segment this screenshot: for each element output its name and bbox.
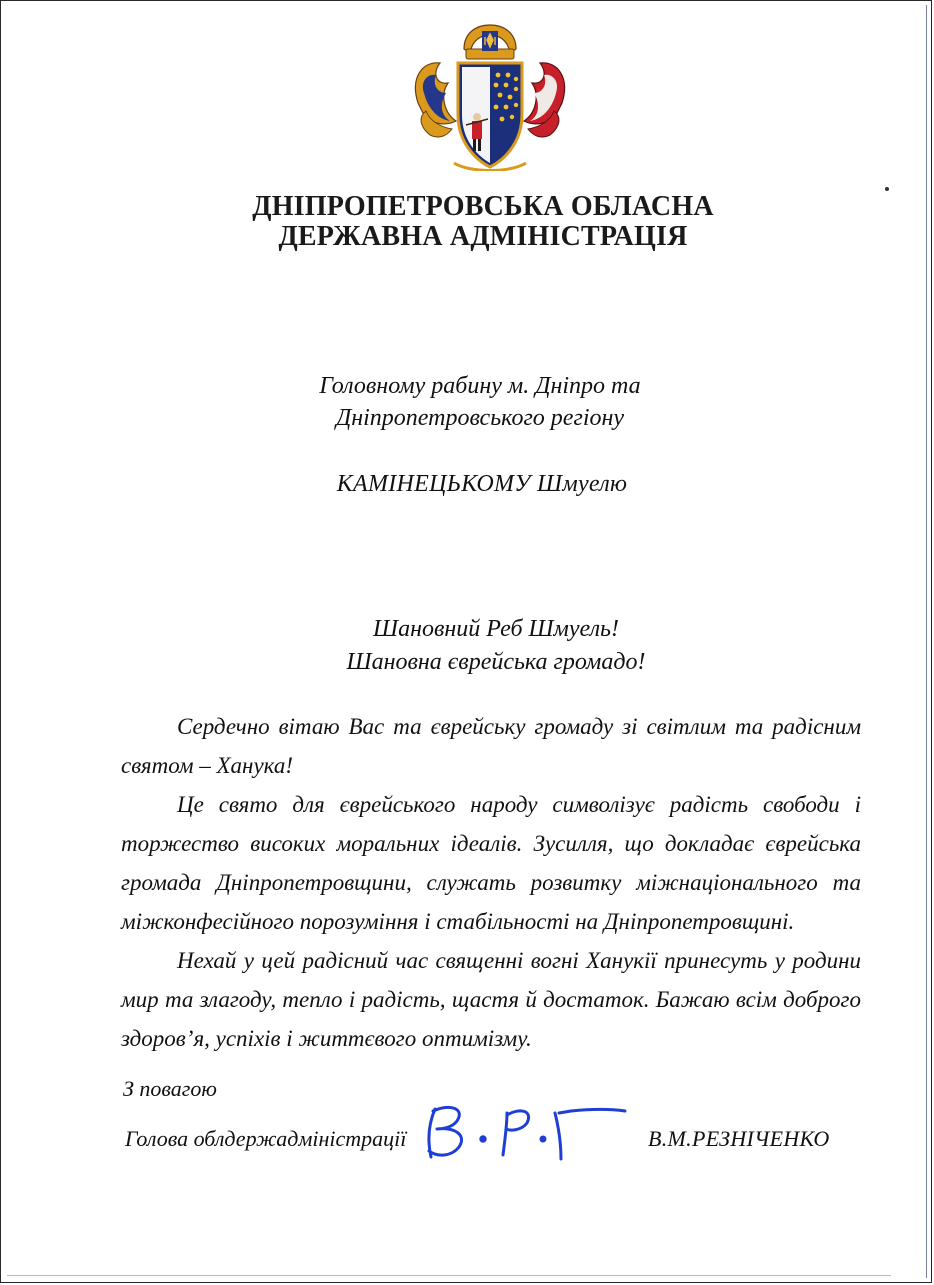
addressee-line1: Головному рабину м. Дніпро та bbox=[319, 373, 641, 399]
signer-name: В.М.РЕЗНІЧЕНКО bbox=[648, 1126, 830, 1151]
greeting-line1: Шановний Реб Шмуель! bbox=[373, 616, 619, 642]
addressee-name: КАМІНЕЦЬКОМУ Шмуелю bbox=[336, 471, 628, 497]
body-paragraph: Нехай у цей радісний час священні вогні Ханукії принесуть у родини мир та злагоду, тепло і радість, щастя й достаток. Бажаю всім доброго здоров’я, успіхів і життєвого оптимізму. bbox=[121, 948, 861, 1051]
organization-title-line1: ДНІПРОПЕТРОВСЬКА ОБЛАСНА bbox=[252, 191, 714, 222]
addressee-line2: Дніпропетровського регіону bbox=[335, 405, 625, 431]
letter-body bbox=[121, 707, 861, 1058]
handwritten-signature bbox=[421, 1099, 631, 1169]
greeting-line2: Шановна єврейська громадо! bbox=[346, 649, 646, 675]
organization-title-line2: ДЕРЖАВНА АДМІНІСТРАЦІЯ bbox=[278, 221, 688, 252]
body-paragraph: Сердечно вітаю Вас та єврейську громаду зі світлим та радісним святом – Ханука! bbox=[121, 714, 861, 778]
coat-of-arms-emblem bbox=[410, 23, 570, 171]
signer-position: Голова облдержадміністрації bbox=[125, 1126, 407, 1151]
body-paragraph: Це свято для єврейського народу символізує радість свободи і торжество високих моральних ідеалів. Зусилля, що докладає єврейська громада Дніпропетровщини, служать розвитку міжнаціонального та міжконфесійного порозуміння і стабільності на Дніпропетровщині. bbox=[121, 792, 861, 934]
closing-respect: З повагою bbox=[123, 1076, 217, 1101]
scan-edge-bottom bbox=[7, 1275, 891, 1276]
